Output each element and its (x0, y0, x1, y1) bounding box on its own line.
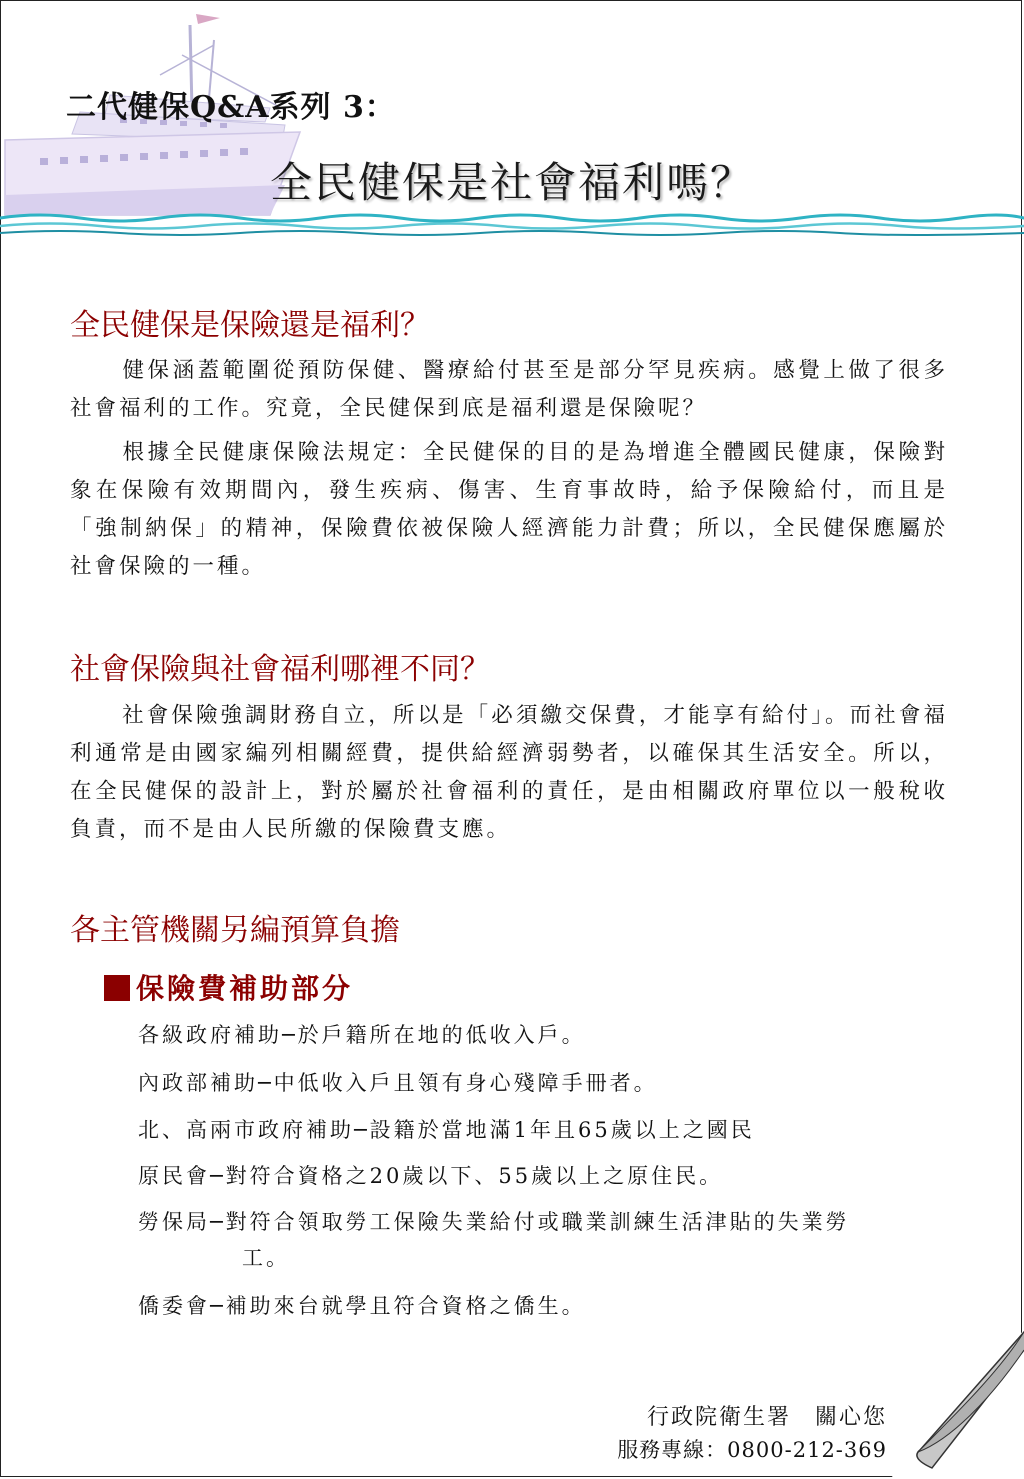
list-item: 北、高兩市政府補助─設籍於當地滿1年且65歲以上之國民 (138, 1118, 755, 1142)
footer-organization: 行政院衛生署 關心您 (646, 1405, 887, 1430)
paragraph: 社會保險強調財務自立，所以是「必須繳交保費，才能享有給付」。而社會福利通常是由國家編列相關經費，提供給經濟弱勢者，以確保其生活安全。所以，在全民健保的設計上，對於屬於社會福利的責任，是由相關政府單位以一般稅收負責，而不是由人民所繳的保險費支應。 (70, 703, 948, 842)
section-heading-difference: 社會保險與社會福利哪裡不同？ (70, 652, 490, 687)
page-title: 全民健保是社會福利嗎？ (269, 158, 754, 207)
section-heading-budget: 各主管機關另編預算負擔 (70, 913, 400, 948)
footer-hotline: 服務專線：0800-212-369 (617, 1438, 887, 1462)
list-item: 各級政府補助─於戶籍所在地的低收入戶。 (138, 1023, 586, 1047)
section-heading-insurance-or-welfare: 全民健保是保險還是福利？ (70, 308, 430, 343)
subheading-premium-subsidy: 保險費補助部分 (104, 967, 353, 1007)
paragraph: 根據全民健康保險法規定：全民健保的目的是為增進全體國民健康，保險對象在保險有效期間內，發生疾病、傷害、生育事故時，給予保險給付，而且是「強制納保」的精神，保險費依被保險人經濟能力計費；所以，全民健保應屬於社會保險的一種。 (70, 440, 948, 579)
series-title: 二代健保Q&A系列 3： (66, 90, 396, 125)
list-item: 僑委會─補助來台就學且符合資格之僑生。 (138, 1294, 586, 1318)
square-bullet-icon (104, 975, 130, 1001)
list-item: 勞保局─對符合領取勞工保險失業給付或職業訓練生活津貼的失業勞 工。 (138, 1210, 850, 1270)
page-curl-icon (890, 1330, 1024, 1479)
list-item: 內政部補助─中低收入戶且領有身心殘障手冊者。 (138, 1071, 658, 1095)
paragraph: 健保涵蓋範圍從預防保健、醫療給付甚至是部分罕見疾病。感覺上做了很多社會福利的工作。究竟，全民健保到底是福利還是保險呢？ (70, 358, 948, 421)
list-item: 原民會─對符合資格之20歲以下、55歲以上之原住民。 (138, 1164, 724, 1188)
